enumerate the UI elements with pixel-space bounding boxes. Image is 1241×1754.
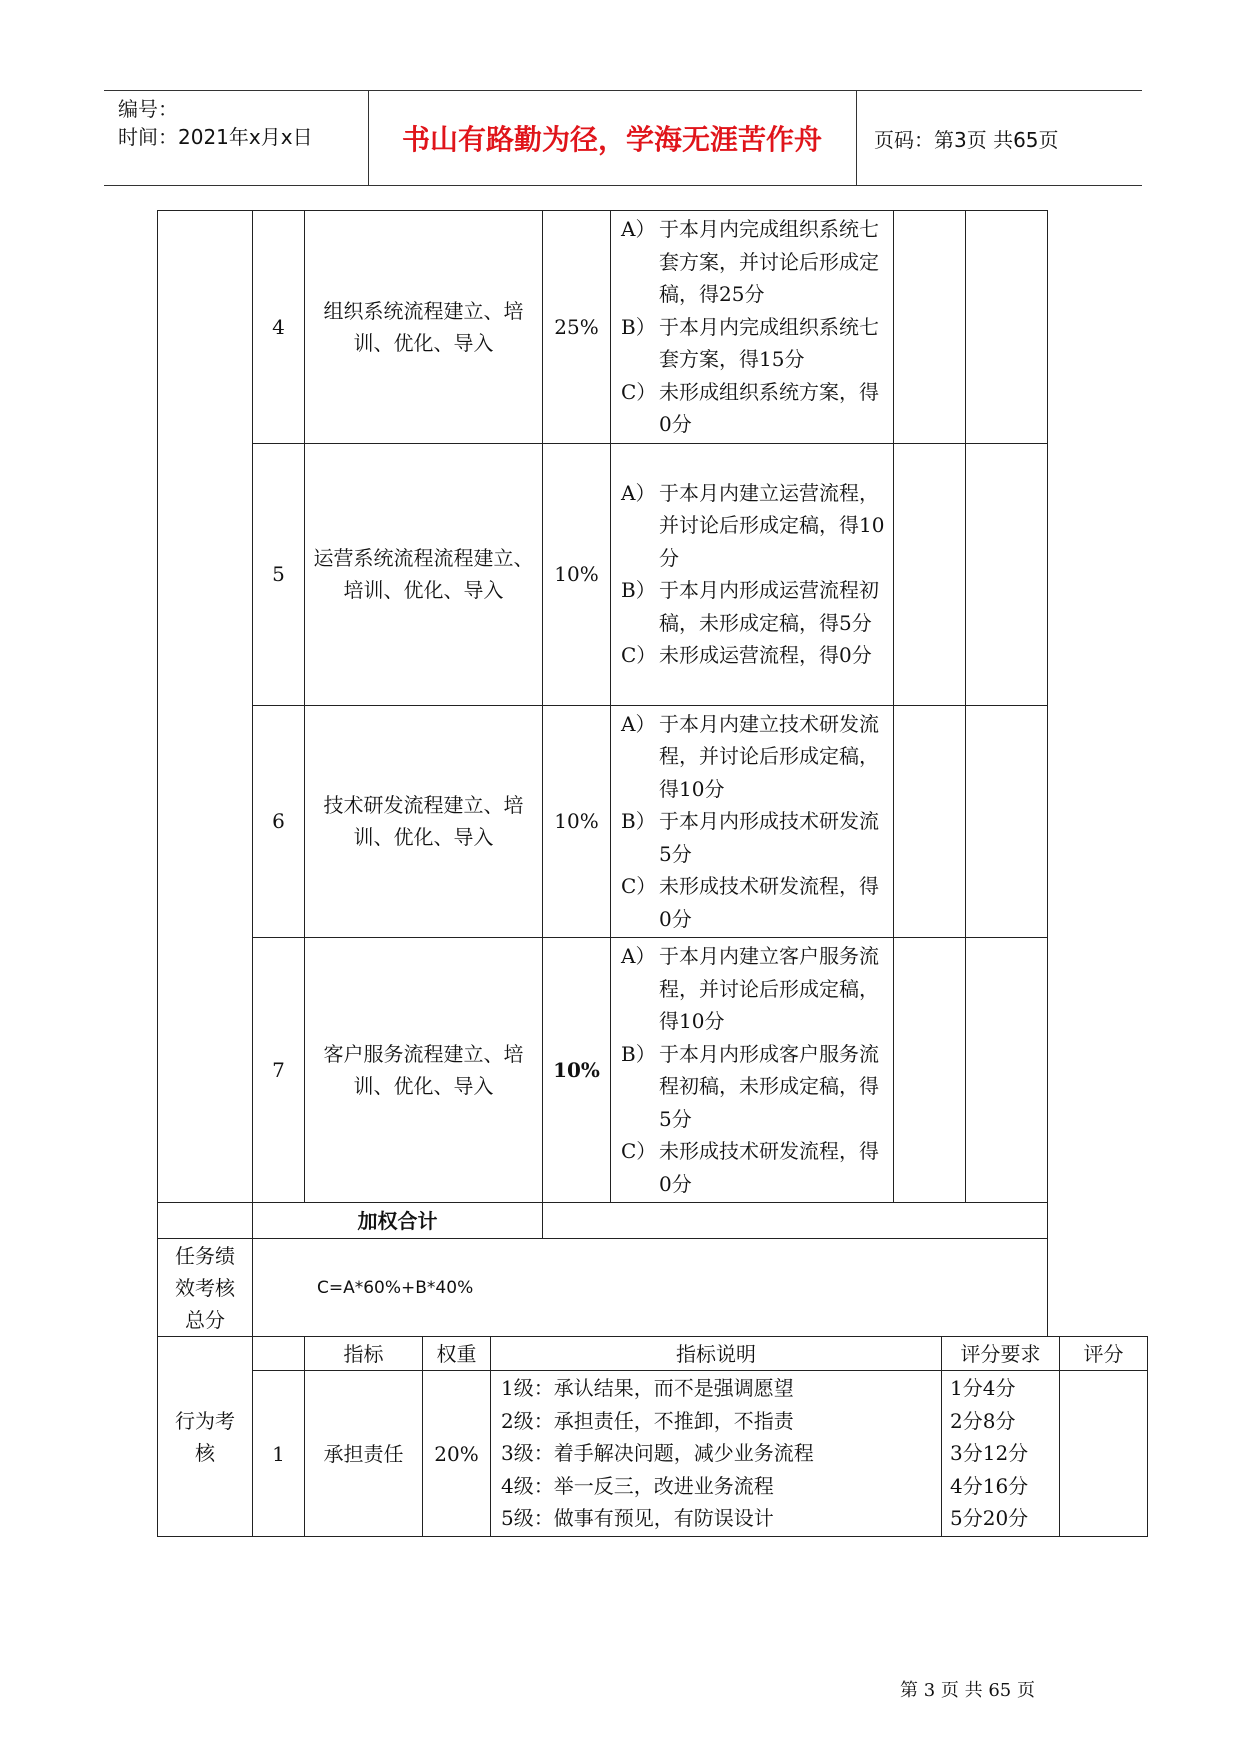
page-footer: 第 3 页 共 65 页: [900, 1680, 1035, 1701]
header-page-cell: [856, 91, 1142, 185]
blank-category-cell: [158, 211, 253, 1203]
header-motto: 书山有路勤为径，学海无涯苦作舟: [401, 123, 822, 156]
score-cell-1[interactable]: [894, 938, 966, 1203]
behavior-requirements: [942, 1371, 1060, 1537]
table-row: [158, 443, 1048, 705]
row-number: 7: [253, 938, 305, 1203]
performance-table: [157, 210, 1048, 1337]
level-item: 4级：举一反三，改进业务流程: [501, 1473, 774, 1498]
task-criteria: [611, 211, 894, 444]
document-time-label: 时间：2021年x月x日: [118, 125, 313, 149]
task-weight: 25%: [543, 211, 611, 444]
criteria-option: C） 未形成技术研发流程，得0分: [621, 1139, 879, 1196]
task-total-formula: C=A*60%+B*40%: [253, 1239, 1048, 1337]
weighted-total-row: [158, 1203, 1048, 1239]
header-meta: [104, 91, 369, 185]
criteria-option: B） 于本月内形成运营流程初稿，未形成定稿，得5分: [621, 578, 879, 635]
score-cell-2[interactable]: [966, 938, 1048, 1203]
behavior-score-cell[interactable]: [1060, 1371, 1148, 1537]
score-cell-2[interactable]: [966, 705, 1048, 938]
table-row: [158, 211, 1048, 444]
requirement-item: 5分20分: [950, 1506, 1029, 1531]
requirement-item: 2分8分: [950, 1408, 1016, 1433]
task-name: 运营系统流程流程建立、培训、优化、导入: [305, 443, 543, 705]
task-criteria: [611, 443, 894, 705]
level-item: 2级：承担责任，不推卸，不指责: [501, 1408, 794, 1433]
behavior-section-label: 行为考核: [158, 1337, 253, 1537]
task-weight: 10%: [543, 443, 611, 705]
criteria-option: B） 于本月内形成客户服务流程初稿，未形成定稿，得5分: [621, 1041, 879, 1131]
task-total-label: 任务绩效考核总分: [158, 1239, 253, 1337]
criteria-option: A） 于本月内完成组织系统七套方案，并讨论后形成定稿，得25分: [621, 217, 879, 306]
behavior-row: [158, 1371, 1148, 1537]
requirement-item: 4分16分: [950, 1473, 1029, 1498]
behavior-indicator: 承担责任: [305, 1371, 423, 1537]
requirement-item: 3分12分: [950, 1441, 1029, 1466]
level-item: 1级：承认结果，而不是强调愿望: [501, 1376, 794, 1401]
task-weight: 10%: [543, 938, 611, 1203]
score-cell-2[interactable]: [966, 211, 1048, 444]
task-name: 组织系统流程建立、培训、优化、导入: [305, 211, 543, 444]
task-name: 客户服务流程建立、培训、优化、导入: [305, 938, 543, 1203]
row-number: 4: [253, 211, 305, 444]
level-item: 3级：着手解决问题，减少业务流程: [501, 1441, 814, 1466]
row-number: 6: [253, 705, 305, 938]
criteria-option: A） 于本月内建立技术研发流程，并讨论后形成定稿，得10分: [621, 711, 879, 801]
row-number: 1: [253, 1371, 305, 1537]
behavior-weight: 20%: [423, 1371, 491, 1537]
header-weight: 权重: [423, 1337, 491, 1371]
score-cell-1[interactable]: [894, 211, 966, 444]
header-score: 评分: [1060, 1337, 1148, 1371]
task-name: 技术研发流程建立、培训、优化、导入: [305, 705, 543, 938]
header-page-info: 页码：第3页 共65页: [874, 127, 1059, 152]
header-requirement: 评分要求: [942, 1337, 1060, 1371]
document-number-label: 编号：: [118, 97, 178, 121]
table-row: [158, 938, 1048, 1203]
weighted-total-label: 加权合计: [253, 1203, 543, 1239]
task-criteria: [611, 705, 894, 938]
criteria-option: C） 未形成技术研发流程，得0分: [621, 874, 879, 931]
requirement-item: 1分4分: [950, 1376, 1016, 1401]
criteria-option: C） 未形成运营流程，得0分: [621, 643, 872, 667]
page-header: [104, 90, 1142, 186]
header-indicator: 指标: [305, 1337, 423, 1371]
level-item: 5级：做事有预见，有防误设计: [501, 1506, 774, 1531]
score-cell-1[interactable]: [894, 705, 966, 938]
behavior-header-row: [158, 1337, 1148, 1371]
header-motto-cell: [368, 91, 857, 185]
blank-cell: [253, 1337, 305, 1371]
criteria-option: A） 于本月内建立客户服务流程，并讨论后形成定稿，得10分: [621, 944, 879, 1033]
criteria-option: B） 于本月内完成组织系统七套方案，得15分: [621, 314, 879, 371]
criteria-option: C） 未形成组织系统方案，得0分: [621, 379, 879, 436]
behavior-table: [157, 1336, 1148, 1537]
weighted-total-value[interactable]: [543, 1203, 1048, 1239]
criteria-option: A） 于本月内建立运营流程，并讨论后形成定稿，得10分: [621, 480, 885, 570]
blank-cell: [158, 1203, 253, 1239]
criteria-option: B） 于本月内形成技术研发流5分: [621, 809, 879, 866]
behavior-levels: [491, 1371, 942, 1537]
score-cell-2[interactable]: [966, 443, 1048, 705]
task-total-row: [158, 1239, 1048, 1337]
table-row: [158, 705, 1048, 938]
task-weight: 10%: [543, 705, 611, 938]
task-criteria: [611, 938, 894, 1203]
score-cell-1[interactable]: [894, 443, 966, 705]
row-number: 5: [253, 443, 305, 705]
header-description: 指标说明: [491, 1337, 942, 1371]
